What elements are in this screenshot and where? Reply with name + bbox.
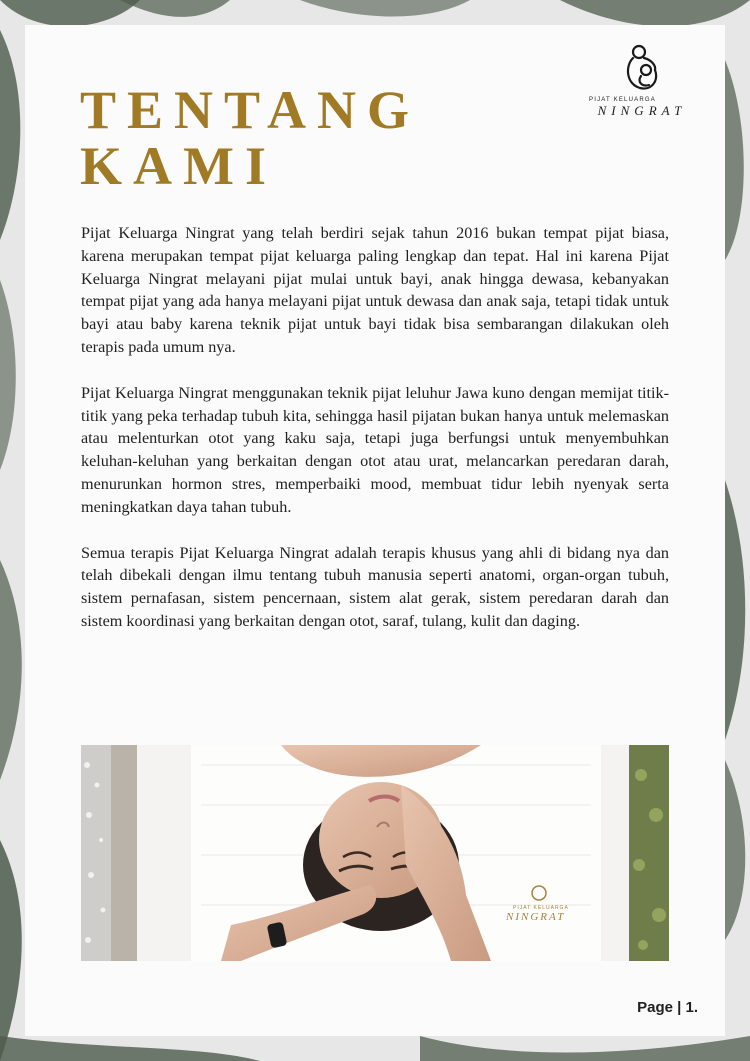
massage-photo <box>81 745 669 961</box>
mother-child-logo-icon <box>622 42 662 94</box>
brand-logo <box>586 42 698 119</box>
page-title <box>80 82 420 194</box>
massage-illustration <box>81 745 669 961</box>
title-line-1: TENTANG <box>80 80 421 140</box>
title-line-2: KAMI <box>80 136 277 196</box>
logo-subtitle: PIJAT KELUARGA <box>589 97 656 103</box>
about-text <box>81 222 669 656</box>
page-number: Page | 1. <box>637 999 698 1016</box>
paragraph: Pijat Keluarga Ningrat yang telah berdiri sejak tahun 2016 bukan tempat pijat biasa, karena merupakan tempat pijat keluarga paling lengkap dan tepat. Hal ini karena Pijat Keluarga Ningrat melayani pijat mulai untuk bayi, anak hingga dewasa, kebanyakan tempat pijat yang ada hanya melayani pijat untuk dewasa dan anak saja, tetapi tidak untuk bayi atau baby karena teknik pijat untuk bayi tidak bisa sembarangan dilakukan oleh terapis pada umum nya. <box>81 224 669 356</box>
paragraph: Semua terapis Pijat Keluarga Ningrat adalah terapis khusus yang ahli di bidang nya dan telah dibekali dengan ilmu tentang tubuh manusia seperti anatomi, organ-organ tubuh, sistem pernafasan, sistem pencernaan, sistem alat gerak, sistem peredaran darah dan sistem koordinasi yang berkaitan dengan otot, saraf, tulang, kulit dan daging. <box>81 543 669 630</box>
paragraph: Pijat Keluarga Ningrat menggunakan teknik pijat leluhur Jawa kuno dengan memijat titik-titik yang peka terhadap tubuh kita, sehingga hasil pijatan bukan hanya untuk melemaskan atau melenturkan otot yang kaku saja, tetapi juga berfungsi untuk menyembuhkan keluhan-keluhan yang berkaitan dengan otot atau urat, melancarkan peredaran darah, menurunkan hormon stres, memperbaiki mood, membuat tidur lebih nyenyak serta meningkatkan daya tahan tubuh. <box>81 383 669 516</box>
logo-name: NINGRAT <box>597 103 687 118</box>
towel-brand-big: NINGRAT <box>506 911 566 923</box>
towel-brand-small: PIJAT KELUARGA <box>513 905 569 911</box>
